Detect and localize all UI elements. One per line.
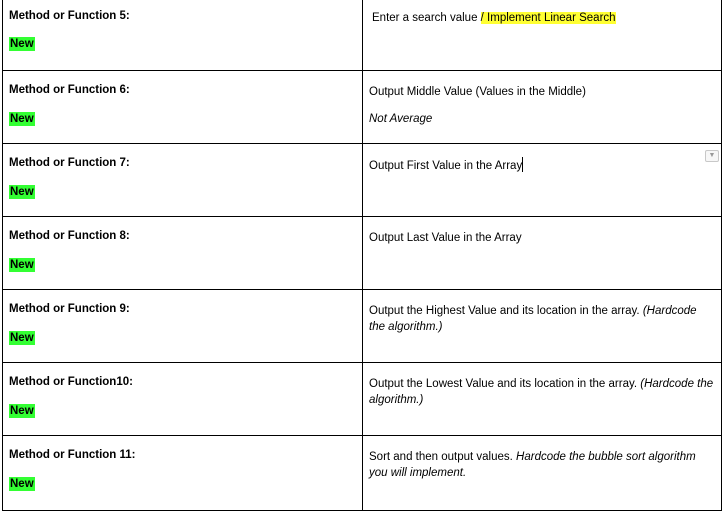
description-text [369, 449, 715, 481]
method-label: Method or Function 5: [9, 10, 130, 22]
new-badge: New [10, 478, 34, 490]
new-badge: New [10, 405, 34, 417]
description-plain: Output the Lowest Value and its location in the array. [369, 378, 641, 390]
description-cell[interactable] [363, 217, 722, 289]
new-badge: New [10, 259, 34, 271]
table-row [2, 0, 722, 70]
description-plain: Sort and then output values. [369, 451, 517, 463]
description-text: Output Last Value in the Array [369, 232, 522, 244]
method-cell[interactable] [2, 217, 363, 289]
new-badge: New [10, 113, 34, 125]
description-italic: (Hardcode the algorithm.) [369, 305, 697, 333]
method-cell[interactable] [2, 363, 363, 435]
new-badge: New [10, 332, 34, 344]
text-cursor [522, 157, 523, 172]
description-cell[interactable] [363, 363, 722, 435]
description-text [369, 157, 715, 174]
new-badge: New [10, 186, 34, 198]
table-row [2, 289, 722, 362]
description-cell[interactable] [363, 0, 722, 70]
method-label: Method or Function 9: [9, 303, 130, 315]
description-text [369, 376, 715, 408]
description-italic: Hardcode the bubble sort algorithm you will implement. [369, 451, 696, 479]
description-italic: Not Average [369, 113, 433, 125]
table-row [2, 70, 722, 143]
description-plain: Output the Highest Value and its location in the array. [369, 305, 643, 317]
description-text [369, 303, 715, 335]
method-label: Method or Function 6: [9, 84, 130, 96]
method-cell[interactable] [2, 436, 363, 511]
description-cell[interactable] [363, 144, 722, 216]
method-label: Method or Function 7: [9, 157, 130, 169]
method-label: Method or Function 8: [9, 230, 130, 242]
description-text: Output Middle Value (Values in the Middle) [369, 86, 586, 98]
chevron-down-icon[interactable]: ▼ [705, 150, 719, 162]
method-label: Method or Function10: [9, 376, 133, 388]
table-row [2, 216, 722, 289]
description-text [372, 10, 718, 26]
table-row [2, 143, 722, 216]
table-row [2, 362, 722, 435]
method-label: Method or Function 11: [9, 449, 136, 461]
method-cell[interactable] [2, 290, 363, 362]
description-plain: Output First Value in the Array [369, 160, 523, 172]
description-highlight: / Implement Linear Search [480, 12, 616, 24]
description-cell[interactable] [363, 71, 722, 143]
method-cell[interactable] [2, 0, 363, 70]
description-plain: Enter a search value [372, 12, 481, 24]
description-cell[interactable] [363, 436, 722, 511]
new-badge: New [10, 38, 34, 50]
description-italic: (Hardcode the algorithm.) [369, 378, 714, 406]
description-cell[interactable] [363, 290, 722, 362]
method-cell[interactable] [2, 144, 363, 216]
method-cell[interactable] [2, 71, 363, 143]
table-row [2, 435, 722, 511]
